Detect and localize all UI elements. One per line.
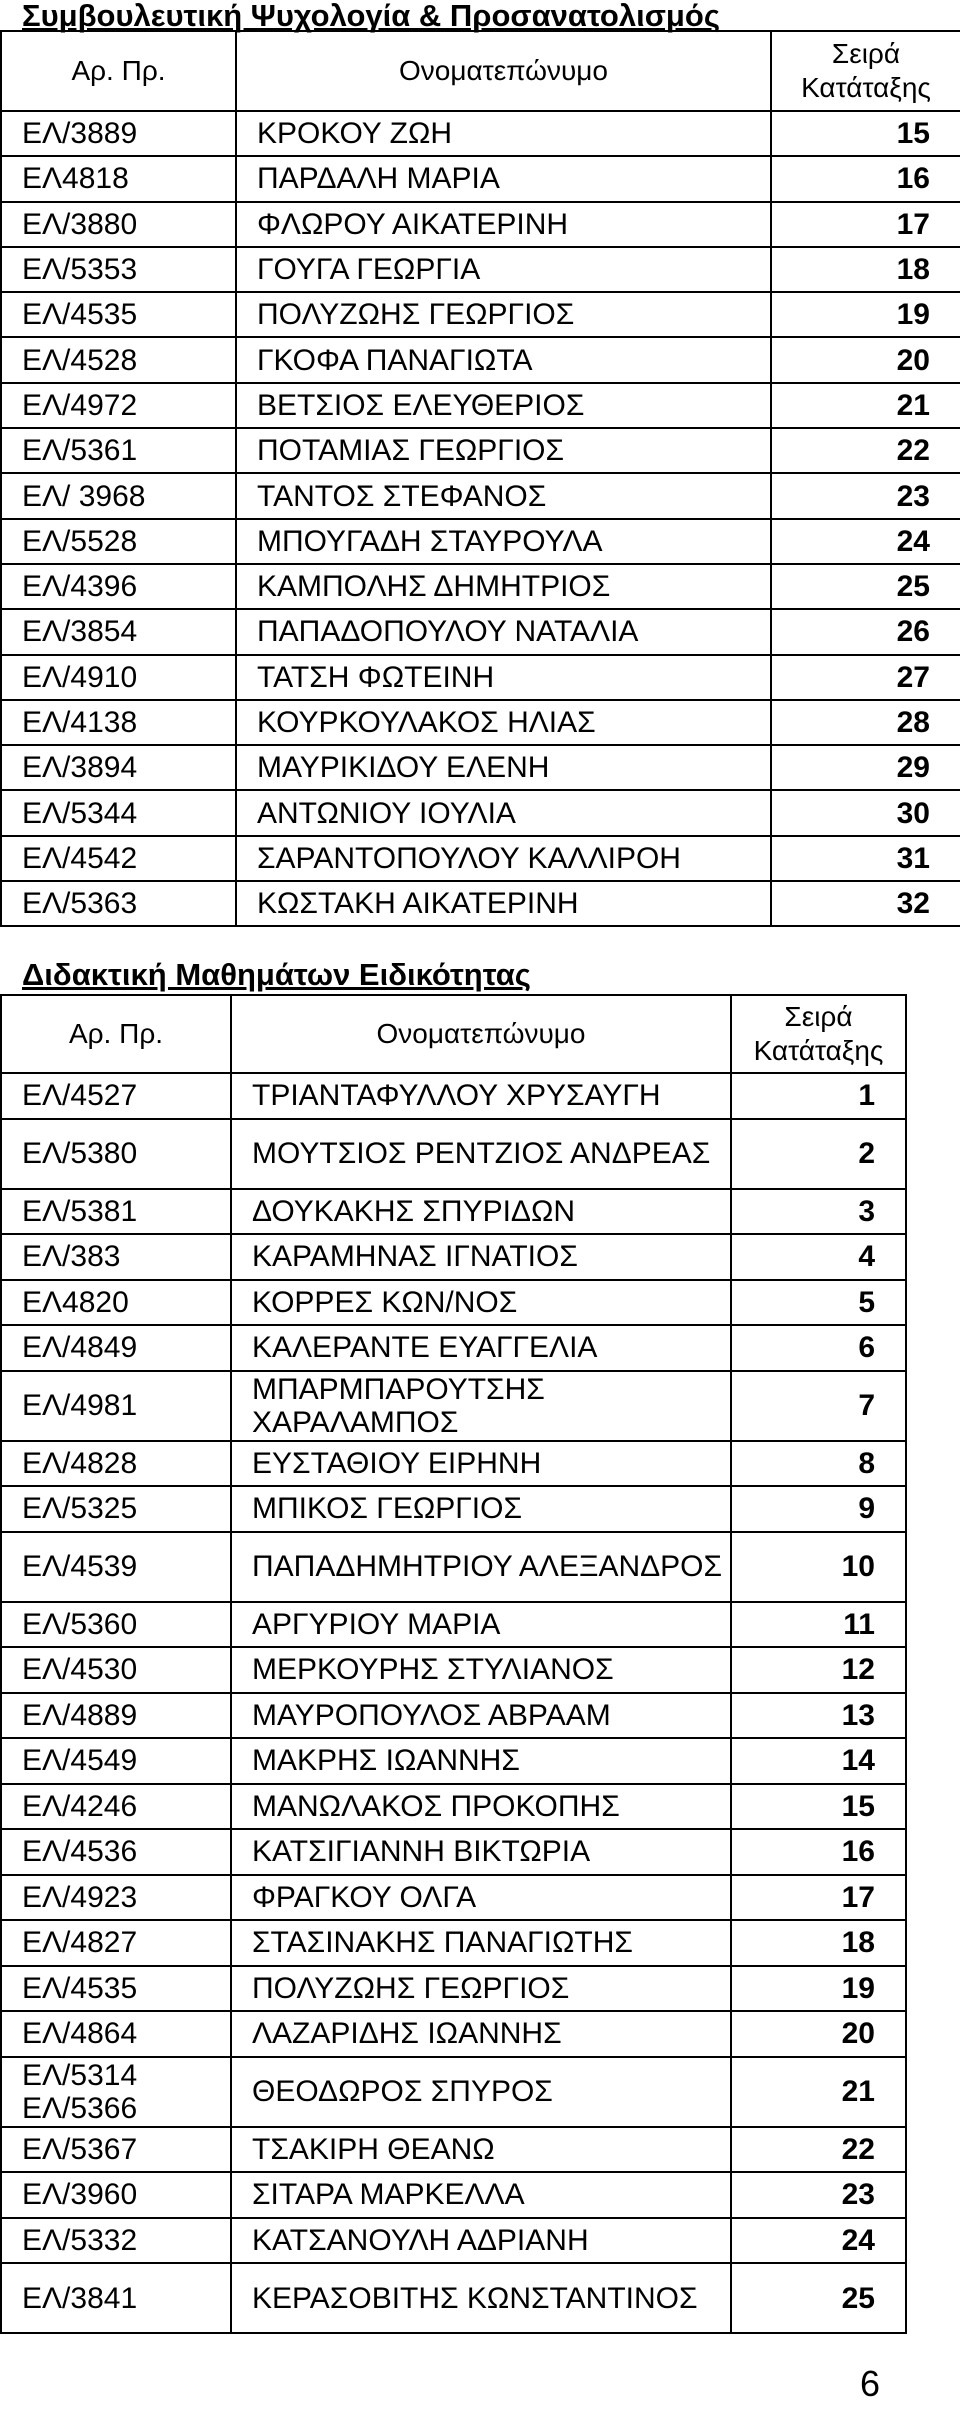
table-row [1,1966,906,2012]
cell-name: ΓΚΟΦΑ ΠΑΝΑΓΙΩΤΑ [236,337,771,382]
table-row [1,1532,906,1602]
cell-id: ΕΛ/4923 [1,1875,231,1921]
cell-id: ΕΛ/5353 [1,247,236,292]
table-row [1,1189,906,1235]
cell-name: ΤΡΙΑΝΤΑΦΥΛΛΟΥ ΧΡΥΣΑΥΓΗ [231,1073,731,1119]
cell-rank: 24 [731,2218,906,2264]
cell-id: ΕΛ/5314 ΕΛ/5366 [1,2057,231,2127]
cell-rank: 26 [771,609,960,654]
table-row [1,1647,906,1693]
cell-id: ΕΛ/4981 [1,1371,231,1441]
cell-id: ΕΛ/4138 [1,700,236,745]
cell-rank: 8 [731,1441,906,1487]
table-row [1,111,960,156]
cell-name: ΑΝΤΩΝΙΟΥ ΙΟΥΛΙΑ [236,790,771,835]
cell-name: ΠΟΛΥΖΩΗΣ ΓΕΩΡΓΙΟΣ [236,292,771,337]
table-row [1,655,960,700]
table-row [1,1738,906,1784]
table-row [1,1920,906,1966]
cell-id: ΕΛ/5381 [1,1189,231,1235]
table-row [1,2172,906,2218]
cell-rank: 12 [731,1647,906,1693]
cell-rank: 3 [731,1189,906,1235]
cell-rank: 10 [731,1532,906,1602]
cell-rank: 2 [731,1119,906,1189]
cell-name: ΚΑΤΣΙΓΙΑΝΝΗ ΒΙΚΤΩΡΙΑ [231,1829,731,1875]
cell-name: ΕΥΣΤΑΘΙΟΥ ΕΙΡΗΝΗ [231,1441,731,1487]
cell-rank: 22 [771,428,960,473]
cell-name: ΦΡΑΓΚΟΥ ΟΛΓΑ [231,1875,731,1921]
table-row [1,881,960,926]
cell-id: ΕΛ/3889 [1,111,236,156]
table-row [1,745,960,790]
cell-name: ΘΕΟΔΩΡΟΣ ΣΠΥΡΟΣ [231,2057,731,2127]
table-row [1,1602,906,1648]
cell-name: ΛΑΖΑΡΙΔΗΣ ΙΩΑΝΝΗΣ [231,2011,731,2057]
cell-rank: 17 [771,202,960,247]
cell-rank: 23 [771,473,960,518]
cell-id: ΕΛ/3880 [1,202,236,247]
cell-rank: 25 [731,2263,906,2333]
table-row [1,473,960,518]
cell-name: ΔΟΥΚΑΚΗΣ ΣΠΥΡΙΔΩΝ [231,1189,731,1235]
cell-id: ΕΛ/3854 [1,609,236,654]
cell-rank: 18 [771,247,960,292]
cell-name: ΤΣΑΚΙΡΗ ΘΕΑΝΩ [231,2127,731,2173]
table-row [1,337,960,382]
col-header-id: Αρ. Πρ. [1,995,231,1073]
cell-id: ΕΛ/5360 [1,1602,231,1648]
cell-rank: 18 [731,1920,906,1966]
cell-id: ΕΛ/4535 [1,1966,231,2012]
cell-rank: 19 [771,292,960,337]
cell-name: ΚΡΟΚΟΥ ΖΩΗ [236,111,771,156]
cell-name: ΜΠΟΥΓΑΔΗ ΣΤΑΥΡΟΥΛΑ [236,519,771,564]
table-row [1,1693,906,1739]
cell-id: ΕΛ/4827 [1,1920,231,1966]
table-row [1,1371,906,1441]
cell-id: ΕΛ/4889 [1,1693,231,1739]
table-row [1,156,960,201]
cell-id: ΕΛ/4864 [1,2011,231,2057]
cell-name: ΤΑΝΤΟΣ ΣΤΕΦΑΝΟΣ [236,473,771,518]
col-header-name: Ονοματεπώνυμο [231,995,731,1073]
cell-rank: 5 [731,1280,906,1326]
table-row [1,1325,906,1371]
cell-name: ΠΑΡΔΑΛΗ ΜΑΡΙΑ [236,156,771,201]
cell-rank: 25 [771,564,960,609]
cell-id: ΕΛ/5332 [1,2218,231,2264]
cell-id: ΕΛ/3960 [1,2172,231,2218]
table-row [1,609,960,654]
cell-id: ΕΛ/4910 [1,655,236,700]
ranking-table-teaching [0,994,907,2334]
cell-rank: 15 [731,1784,906,1830]
cell-id: ΕΛ/4828 [1,1441,231,1487]
ranking-table-counseling [0,30,960,927]
table-row [1,790,960,835]
cell-rank: 4 [731,1234,906,1280]
cell-rank: 19 [731,1966,906,2012]
col-header-id: Αρ. Πρ. [1,31,236,111]
cell-id: ΕΛ4818 [1,156,236,201]
section-title-teaching: Διδακτική Μαθημάτων Ειδικότητας [22,957,531,992]
table-header-row [1,31,960,111]
table-row [1,1073,906,1119]
cell-id: ΕΛ/4849 [1,1325,231,1371]
cell-rank: 28 [771,700,960,745]
cell-name: ΒΕΤΣΙΟΣ ΕΛΕΥΘΕΡΙΟΣ [236,383,771,428]
cell-id: ΕΛ/5380 [1,1119,231,1189]
cell-id: ΕΛ/5325 [1,1486,231,1532]
cell-name: ΜΑΥΡΟΠΟΥΛΟΣ ΑΒΡΑΑΜ [231,1693,731,1739]
cell-id: ΕΛ/3841 [1,2263,231,2333]
cell-rank: 16 [771,156,960,201]
cell-rank: 22 [731,2127,906,2173]
cell-name: ΓΟΥΓΑ ΓΕΩΡΓΙΑ [236,247,771,292]
table-row [1,1486,906,1532]
cell-rank: 14 [731,1738,906,1784]
cell-rank: 7 [731,1371,906,1441]
cell-name: ΣΤΑΣΙΝΑΚΗΣ ΠΑΝΑΓΙΩΤΗΣ [231,1920,731,1966]
cell-rank: 11 [731,1602,906,1648]
cell-name: ΚΑΛΕΡΑΝΤΕ ΕΥΑΓΓΕΛΙΑ [231,1325,731,1371]
cell-id: ΕΛ/5367 [1,2127,231,2173]
cell-name: ΠΑΠΑΔΗΜΗΤΡΙΟΥ ΑΛΕΞΑΝΔΡΟΣ [231,1532,731,1602]
cell-rank: 23 [731,2172,906,2218]
table-row [1,836,960,881]
cell-name: ΜΟΥΤΣΙΟΣ ΡΕΝΤΖΙΟΣ ΑΝΔΡΕΑΣ [231,1119,731,1189]
table-row [1,1234,906,1280]
cell-rank: 6 [731,1325,906,1371]
cell-id: ΕΛ/4528 [1,337,236,382]
cell-id: ΕΛ/4536 [1,1829,231,1875]
table-row [1,2057,906,2127]
cell-id: ΕΛ/5528 [1,519,236,564]
cell-rank: 15 [771,111,960,156]
cell-name: ΚΟΡΡΕΣ ΚΩΝ/ΝΟΣ [231,1280,731,1326]
cell-id: ΕΛ/4527 [1,1073,231,1119]
cell-id: ΕΛ/ 3968 [1,473,236,518]
cell-rank: 31 [771,836,960,881]
page-number: 6 [859,2363,880,2404]
cell-name: ΜΠΑΡΜΠΑΡΟΥΤΣΗΣ ΧΑΡΑΛΑΜΠΟΣ [231,1371,731,1441]
cell-name: ΦΛΩΡΟΥ ΑΙΚΑΤΕΡΙΝΗ [236,202,771,247]
cell-name: ΠΟΛΥΖΩΗΣ ΓΕΩΡΓΙΟΣ [231,1966,731,2012]
cell-rank: 20 [731,2011,906,2057]
cell-name: ΚΟΥΡΚΟΥΛΑΚΟΣ ΗΛΙΑΣ [236,700,771,745]
cell-rank: 27 [771,655,960,700]
table-row [1,383,960,428]
cell-id: ΕΛ/4542 [1,836,236,881]
cell-id: ΕΛ/4530 [1,1647,231,1693]
cell-name: ΠΑΠΑΔΟΠΟΥΛΟΥ ΝΑΤΑΛΙΑ [236,609,771,654]
cell-name: ΣΑΡΑΝΤΟΠΟΥΛΟΥ ΚΑΛΛΙΡΟΗ [236,836,771,881]
cell-rank: 16 [731,1829,906,1875]
cell-name: ΜΑΝΩΛΑΚΟΣ ΠΡΟΚΟΠΗΣ [231,1784,731,1830]
cell-rank: 1 [731,1073,906,1119]
table-row [1,1280,906,1326]
cell-rank: 29 [771,745,960,790]
cell-name: ΚΕΡΑΣΟΒΙΤΗΣ ΚΩΝΣΤΑΝΤΙΝΟΣ [231,2263,731,2333]
cell-id: ΕΛ/4972 [1,383,236,428]
cell-name: ΜΑΚΡΗΣ ΙΩΑΝΝΗΣ [231,1738,731,1784]
cell-name: ΤΑΤΣΗ ΦΩΤΕΙΝΗ [236,655,771,700]
table-header-row [1,995,906,1073]
table-row [1,1441,906,1487]
cell-id: ΕΛ/4549 [1,1738,231,1784]
cell-name: ΚΑΤΣΑΝΟΥΛΗ ΑΔΡΙΑΝΗ [231,2218,731,2264]
table-row [1,1784,906,1830]
cell-id: ΕΛ/4535 [1,292,236,337]
cell-name: ΚΑΡΑΜΗΝΑΣ ΙΓΝΑΤΙΟΣ [231,1234,731,1280]
cell-rank: 17 [731,1875,906,1921]
table-row [1,292,960,337]
cell-name: ΠΟΤΑΜΙΑΣ ΓΕΩΡΓΙΟΣ [236,428,771,473]
cell-id: ΕΛ/5344 [1,790,236,835]
cell-rank: 32 [771,881,960,926]
cell-id: ΕΛ4820 [1,1280,231,1326]
cell-name: ΑΡΓΥΡΙΟΥ ΜΑΡΙΑ [231,1602,731,1648]
cell-id: ΕΛ/4396 [1,564,236,609]
table-row [1,428,960,473]
table-body [1,111,960,926]
table-row [1,202,960,247]
cell-rank: 13 [731,1693,906,1739]
table-row [1,2263,906,2333]
table-row [1,1829,906,1875]
cell-id: ΕΛ/4246 [1,1784,231,1830]
table-row [1,247,960,292]
cell-name: ΜΑΥΡΙΚΙΔΟΥ ΕΛΕΝΗ [236,745,771,790]
cell-name: ΣΙΤΑΡΑ ΜΑΡΚΕΛΛΑ [231,2172,731,2218]
table-body [1,1073,906,2333]
table-row [1,519,960,564]
section-title-counseling: Συμβουλευτική Ψυχολογία & Προσανατολισμός [22,0,720,33]
cell-name: ΚΩΣΤΑΚΗ ΑΙΚΑΤΕΡΙΝΗ [236,881,771,926]
cell-name: ΚΑΜΠΟΛΗΣ ΔΗΜΗΤΡΙΟΣ [236,564,771,609]
cell-rank: 30 [771,790,960,835]
cell-rank: 21 [731,2057,906,2127]
col-header-rank: Σειρά Κατάταξης [771,31,960,111]
cell-id: ΕΛ/3894 [1,745,236,790]
cell-rank: 21 [771,383,960,428]
col-header-rank: Σειρά Κατάταξης [731,995,906,1073]
cell-id: ΕΛ/383 [1,1234,231,1280]
table-row [1,2218,906,2264]
table-row [1,2127,906,2173]
cell-id: ΕΛ/5363 [1,881,236,926]
col-header-name: Ονοματεπώνυμο [236,31,771,111]
cell-name: ΜΕΡΚΟΥΡΗΣ ΣΤΥΛΙΑΝΟΣ [231,1647,731,1693]
cell-rank: 20 [771,337,960,382]
table-row [1,700,960,745]
table-row [1,564,960,609]
table-row [1,1119,906,1189]
table-row [1,1875,906,1921]
table-row [1,2011,906,2057]
cell-name: ΜΠΙΚΟΣ ΓΕΩΡΓΙΟΣ [231,1486,731,1532]
cell-rank: 9 [731,1486,906,1532]
cell-id: ΕΛ/5361 [1,428,236,473]
cell-rank: 24 [771,519,960,564]
cell-id: ΕΛ/4539 [1,1532,231,1602]
